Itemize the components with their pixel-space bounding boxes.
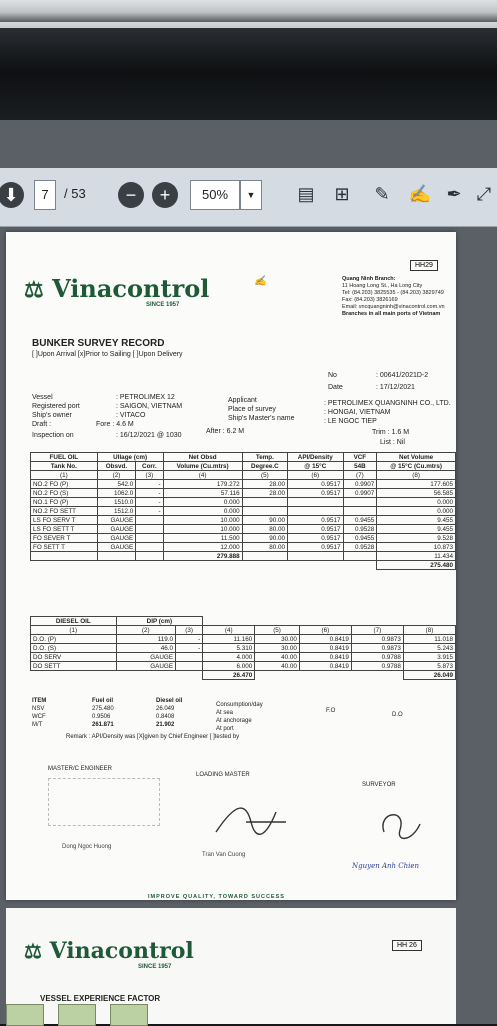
owner-label: Ship's owner — [32, 412, 72, 419]
summary-diesel-head: Diesel oil — [156, 698, 183, 704]
summary-fuel-wcf: 0.9506 — [92, 714, 111, 720]
fo-net-blank — [31, 561, 377, 570]
do-cell: 5.310 — [203, 644, 255, 653]
do-cell: 119.0 — [116, 635, 176, 644]
master-value: : LE NGOC TIEP — [324, 418, 377, 425]
fo-cell: 9.455 — [377, 516, 456, 525]
applicant-value: : PETROLIMEX QUANGNINH CO., LTD. — [324, 400, 451, 407]
fo-cell — [242, 498, 287, 507]
fo-row — [31, 507, 456, 516]
document-subtitle: [ ]Upon Arrival [x]Prior to Sailing [ ]Upon Delivery — [32, 351, 183, 358]
fo-total-blank — [97, 552, 136, 561]
fo-total-blank — [136, 552, 163, 561]
fo-cell: 1062.0 — [97, 489, 136, 498]
logo-since: SINCE 1957 — [146, 302, 180, 308]
fo-cell — [343, 507, 377, 516]
do-row — [31, 653, 456, 662]
fo-head-ullage: Ullage (cm) — [97, 453, 163, 462]
fo-sub-obsvd: Obsvd. — [97, 462, 136, 471]
fo-idx: (7) — [343, 471, 377, 480]
fo-extra: 11.434 — [377, 552, 456, 561]
summary-fuel-head: Fuel oil — [92, 698, 113, 704]
do-cell: GAUGE — [116, 662, 176, 671]
fo-idx: (4) — [163, 471, 242, 480]
inspection-label: Inspection on — [32, 432, 74, 439]
summary-diesel-mt: 21.902 — [156, 722, 175, 728]
do-idx: (4) — [203, 626, 255, 635]
logo-text-next: Vinacontrol — [49, 938, 194, 964]
form-code-next: HH 26 — [392, 940, 422, 951]
branch-line-1: Quang Ninh Branch: — [342, 276, 396, 282]
fo-cell: 11.500 — [163, 534, 242, 543]
vessel-value: : PETROLIMEX 12 — [116, 394, 175, 401]
fo-head-temp: Temp. — [242, 453, 287, 462]
do-cell: 40.00 — [255, 653, 300, 662]
do-cell: GAUGE — [116, 653, 176, 662]
do-cell: 0.9873 — [351, 644, 403, 653]
fit-page-icon[interactable]: ▤ — [297, 184, 315, 204]
do-total-net: 26.049 — [403, 671, 455, 680]
fo-cell: 0.9455 — [343, 534, 377, 543]
fo-cell: 1512.0 — [97, 507, 136, 516]
fo-cell: 0.000 — [163, 498, 242, 507]
fo-sub-net15: @ 15°C (Cu.mtrs) — [377, 462, 456, 471]
fo-row — [31, 498, 456, 507]
fo-cell — [136, 543, 163, 552]
fo-cell: 56.585 — [377, 489, 456, 498]
fo-cell: - — [136, 489, 163, 498]
screen-glare — [0, 22, 497, 28]
fo-row — [31, 489, 456, 498]
do-idx: (7) — [351, 626, 403, 635]
fo-cell — [136, 534, 163, 543]
sign-icon[interactable]: ✒ — [446, 184, 462, 204]
chevron-down-icon[interactable]: ▼ — [240, 180, 262, 210]
branch-line-6: Branches in all main ports of Vietnam — [342, 311, 441, 317]
fo-cell: GAUGE — [97, 543, 136, 552]
fo-cell: 57.116 — [163, 489, 242, 498]
fo-cell — [242, 507, 287, 516]
fuel-oil-table — [30, 452, 456, 570]
do-cell: 0.9788 — [351, 653, 403, 662]
scales-icon: ⚖ — [24, 277, 44, 303]
fo-row — [31, 516, 456, 525]
fo-cell: 1510.0 — [97, 498, 136, 507]
fo-sub-at15: @ 15°C — [288, 462, 344, 471]
fit-width-icon[interactable]: ⊞ — [334, 184, 350, 204]
handwritten-initials: ✍ — [254, 276, 267, 287]
zoom-out-button[interactable]: − — [118, 182, 144, 208]
fo-idx: (2) — [97, 471, 136, 480]
fo-cell: 28.00 — [242, 480, 287, 489]
next-page-title: VESSEL EXPERIENCE FACTOR — [40, 994, 161, 1003]
fo-cell: - — [136, 498, 163, 507]
bottom-tab[interactable] — [6, 1004, 44, 1026]
bottom-tab[interactable] — [110, 1004, 148, 1026]
do-head-blank — [203, 617, 456, 626]
fo-cell — [288, 498, 344, 507]
summary-nsv-label: NSV — [32, 706, 45, 712]
fo-cell: 0.9455 — [343, 516, 377, 525]
do-cell: 46.0 — [116, 644, 176, 653]
fo-idx: (8) — [377, 471, 456, 480]
logo-text: Vinacontrol — [52, 274, 210, 303]
do-cell: 6.000 — [203, 662, 255, 671]
do-cell: D.O. (S) — [31, 644, 117, 653]
fo-head-api: API/Density — [288, 453, 344, 462]
do-total-blank — [31, 671, 203, 680]
fo-cell: LS FO SETT T — [31, 525, 98, 534]
surveyor-name: Nguyen Anh Chien — [352, 862, 419, 870]
logo-since-next: SINCE 1957 — [138, 964, 172, 970]
form-code: HH29 — [410, 260, 438, 271]
bottom-tab[interactable] — [58, 1004, 96, 1026]
summary-item-label: ITEM — [32, 698, 47, 704]
fo-head-net-obsd: Net Obsd — [163, 453, 242, 462]
do-cell: D.O. (P) — [31, 635, 117, 644]
consumption-sea: At sea — [216, 710, 234, 716]
fo-cell: 179.272 — [163, 480, 242, 489]
do-cell: 0.8419 — [299, 635, 351, 644]
summary-fuel-nsv: 275.480 — [92, 706, 114, 712]
fo-idx: (5) — [242, 471, 287, 480]
engineer-name: Dong Ngoc Huong — [62, 844, 112, 850]
fo-cell: GAUGE — [97, 516, 136, 525]
fo-total-net: 275.480 — [377, 561, 456, 570]
do-row — [31, 662, 456, 671]
do-row — [31, 644, 456, 653]
do-cell: DO SERV — [31, 653, 117, 662]
do-idx: (2) — [116, 626, 176, 635]
place-value: : HONGAI, VIETNAM — [324, 409, 391, 416]
date-value: : 17/12/2021 — [376, 384, 415, 391]
fo-total-blank — [343, 552, 377, 561]
fo-cell: 0.9517 — [288, 516, 344, 525]
fo-cell: FO SEVER T — [31, 534, 98, 543]
fo-cell — [288, 507, 344, 516]
fo-cell: 12.000 — [163, 543, 242, 552]
page-number-input[interactable]: 7 — [34, 180, 56, 210]
fo-cell: 0.9517 — [288, 480, 344, 489]
do-cell: 0.8419 — [299, 653, 351, 662]
fo-cell: 0.9517 — [288, 489, 344, 498]
diesel-oil-table — [30, 616, 456, 680]
fo-idx: (6) — [288, 471, 344, 480]
do-cell: 5.873 — [403, 662, 455, 671]
fuel-oil-rows — [31, 480, 456, 552]
fo-cell — [136, 525, 163, 534]
fo-cell: 10.873 — [377, 543, 456, 552]
place-label: Place of survey — [228, 406, 276, 413]
do-cell: 0.9788 — [351, 662, 403, 671]
draft-fore: Fore : 4.6 M — [96, 421, 134, 428]
fo-cell: 0.9907 — [343, 480, 377, 489]
fo-row — [31, 534, 456, 543]
do-head-diesel-oil: DIESEL OIL — [31, 617, 117, 626]
do-cell: 11.018 — [403, 635, 455, 644]
page-total: / 53 — [64, 186, 86, 201]
no-label: No — [328, 372, 337, 379]
fo-sub-degree: Degree.C — [242, 462, 287, 471]
fo-row — [31, 543, 456, 552]
fo-row — [31, 525, 456, 534]
fo-cell: 0.9907 — [343, 489, 377, 498]
monitor-bezel — [0, 0, 497, 120]
fo-head-net-volume: Net Volume — [377, 453, 456, 462]
do-cell: 3.915 — [403, 653, 455, 662]
diesel-oil-rows — [31, 635, 456, 671]
fo-cell: NO.2 FO SETT — [31, 507, 98, 516]
branch-line-5: Email: vncquangninh@vinacontrol.com.vn — [342, 304, 445, 310]
do-cell: - — [176, 644, 203, 653]
fo-cell: 177.605 — [377, 480, 456, 489]
highlight-icon[interactable]: ✍ — [408, 184, 432, 204]
footer-slogan: IMPROVE QUALITY, TOWARD SUCCESS — [148, 894, 285, 900]
fo-cell — [136, 516, 163, 525]
fo-cell: 28.00 — [242, 489, 287, 498]
do-cell — [176, 653, 203, 662]
sig-master-label: LOADING MASTER — [196, 772, 250, 778]
do-cell: 30.00 — [255, 635, 300, 644]
fo-cell: 0.9517 — [288, 534, 344, 543]
sig-surveyor-label: SURVEYOR — [362, 782, 396, 788]
do-idx: (1) — [31, 626, 117, 635]
fo-cell: - — [136, 507, 163, 516]
do-cell: 11.160 — [203, 635, 255, 644]
date-label: Date — [328, 384, 343, 391]
summary-mt-label: M/T — [32, 722, 43, 728]
fo-cell: - — [136, 480, 163, 489]
fo-sub-54b: 54B — [343, 462, 377, 471]
do-total-blank — [255, 671, 404, 680]
do-cell: 5.243 — [403, 644, 455, 653]
document-title: BUNKER SURVEY RECORD — [32, 338, 165, 349]
fo-head-fuel-oil: FUEL OIL — [31, 453, 98, 462]
sig-engineer-label: MASTER/C ENGINEER — [48, 766, 113, 772]
fo-sub-tank: Tank No. — [31, 462, 98, 471]
do-cell: 0.8419 — [299, 644, 351, 653]
do-idx: (3) — [176, 626, 203, 635]
download-icon[interactable]: ⬇ — [0, 182, 24, 208]
fo-cell: 80.00 — [242, 543, 287, 552]
do-idx: (8) — [403, 626, 455, 635]
do-cell: DO SETT — [31, 662, 117, 671]
fo-cell: NO.2 FO (P) — [31, 480, 98, 489]
fo-cell: 0.000 — [377, 498, 456, 507]
fo-cell: NO.1 FO (P) — [31, 498, 98, 507]
fo-cell: LS FO SERV T — [31, 516, 98, 525]
fo-col-label: F.O — [326, 708, 336, 714]
do-cell: - — [176, 635, 203, 644]
pdf-page — [6, 232, 456, 900]
fo-cell: 0.9528 — [343, 525, 377, 534]
port-label: Registered port — [32, 403, 80, 410]
branch-line-4: Fax: (84.203) 3826169 — [342, 297, 398, 303]
zoom-level-select[interactable]: 50% — [190, 180, 240, 210]
fo-cell: 0.9517 — [288, 525, 344, 534]
do-cell: 0.9873 — [351, 635, 403, 644]
trim: Trim : 1.6 M — [372, 429, 410, 436]
fo-total-blank — [242, 552, 287, 561]
fo-total-blank — [31, 552, 98, 561]
summary-wcf-label: WCF — [32, 714, 46, 720]
remark: Remark : API/Density was [X]given by Chief Engineer [ ]tested by — [66, 734, 240, 740]
fo-cell: 80.00 — [242, 525, 287, 534]
fo-cell: 9.528 — [377, 534, 456, 543]
fo-sub-volume: Volume (Cu.mtrs) — [163, 462, 242, 471]
consumption-anchorage: At anchorage — [216, 718, 252, 724]
fo-cell: GAUGE — [97, 534, 136, 543]
fo-cell: NO.2 FO (S) — [31, 489, 98, 498]
summary-fuel-mt: 261.871 — [92, 722, 114, 728]
fo-cell — [343, 498, 377, 507]
do-total-volume: 26.470 — [203, 671, 255, 680]
do-cell: 0.8419 — [299, 662, 351, 671]
master-label: Ship's Master's name — [228, 415, 295, 422]
fullscreen-icon[interactable]: ⤢ — [476, 184, 492, 204]
do-head-dip: DIP (cm) — [116, 617, 203, 626]
draft-label: Draft : — [32, 421, 52, 428]
fo-cell: FO SETT T — [31, 543, 98, 552]
fo-cell: 0.9528 — [343, 543, 377, 552]
zoom-in-button[interactable]: + — [152, 182, 178, 208]
fo-cell: 9.455 — [377, 525, 456, 534]
do-cell: 4.000 — [203, 653, 255, 662]
fo-cell: 90.00 — [242, 534, 287, 543]
branch-line-2: 11 Hoang Long St., Ha Long City — [342, 283, 423, 289]
fo-sub-corr: Corr. — [136, 462, 163, 471]
do-idx: (5) — [255, 626, 300, 635]
do-cell: 40.00 — [255, 662, 300, 671]
consumption-port: At port — [216, 726, 234, 732]
do-col-label: D.O — [392, 712, 403, 718]
summary-diesel-wcf: 0.8408 — [156, 714, 175, 720]
fo-total-volume: 279.888 — [163, 552, 242, 561]
owner-value: : VITACO — [116, 412, 146, 419]
engineer-stamp — [48, 778, 160, 826]
fo-idx: (1) — [31, 471, 98, 480]
fo-cell: 10.000 — [163, 525, 242, 534]
scales-icon: ⚖ — [24, 939, 42, 963]
branch-line-3: Tel: (84.203) 3825535 - (84.203) 3829749 — [342, 290, 444, 296]
fo-total-blank — [288, 552, 344, 561]
fo-cell: 0.000 — [163, 507, 242, 516]
summary-diesel-nsv: 26.049 — [156, 706, 175, 712]
fo-idx: (3) — [136, 471, 163, 480]
fo-cell: GAUGE — [97, 525, 136, 534]
fo-cell: 10.000 — [163, 516, 242, 525]
master-signature — [206, 792, 296, 842]
draft-after: After : 6.2 M — [206, 428, 245, 435]
fo-head-vcf: VCF — [343, 453, 377, 462]
master-name: Tran Van Cuong — [202, 852, 246, 858]
consumption-label: Consumption/day — [216, 702, 263, 708]
no-value: : 00641/2021D-2 — [376, 372, 429, 379]
do-row — [31, 635, 456, 644]
comment-icon[interactable]: ✎ — [374, 184, 390, 204]
surveyor-signature — [372, 802, 432, 852]
fo-row — [31, 480, 456, 489]
do-idx: (6) — [299, 626, 351, 635]
vinacontrol-logo — [24, 274, 209, 303]
fo-cell: 0.9517 — [288, 543, 344, 552]
vessel-label: Vessel — [32, 394, 53, 401]
port-value: : SAIGON, VIETNAM — [116, 403, 183, 410]
vinacontrol-logo-next — [24, 938, 194, 964]
do-cell — [176, 662, 203, 671]
inspection-value: : 16/12/2021 @ 1030 — [116, 432, 182, 439]
do-cell: 30.00 — [255, 644, 300, 653]
list: List : Nil — [380, 439, 405, 446]
applicant-label: Applicant — [228, 397, 257, 404]
fo-cell: 0.000 — [377, 507, 456, 516]
fo-cell: 542.0 — [97, 480, 136, 489]
fo-cell: 90.00 — [242, 516, 287, 525]
